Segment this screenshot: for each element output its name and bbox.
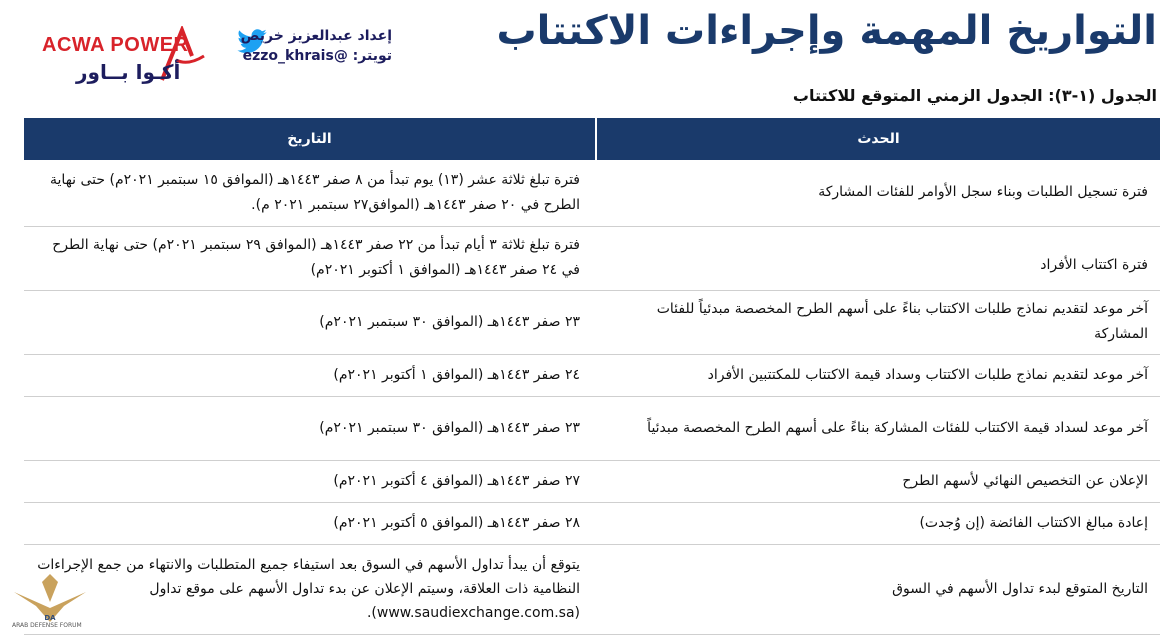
author-name: إعداد عبدالعزيز خريص <box>240 28 392 44</box>
watermark-text: ARAB DEFENSE FORUM <box>12 622 82 629</box>
date-cell: ٢٣ صفر ١٤٤٣هـ (الموافق ٣٠ سبتمبر ٢٠٢١م) <box>24 396 596 460</box>
event-cell: آخر موعد لتقديم نماذج طلبات الاكتتاب وسداد قيمة الاكتتاب للمكتتبين الأفراد <box>596 354 1160 396</box>
date-cell: ٢٨ صفر ١٤٤٣هـ (الموافق ٥ أكتوبر ٢٠٢١م) <box>24 502 596 544</box>
date-cell: ٢٤ صفر ١٤٤٣هـ (الموافق ١ أكتوبر ٢٠٢١م) <box>24 354 596 396</box>
date-cell: فترة تبلغ ثلاثة ٣ أيام تبدأ من ٢٢ صفر ١٤٤٣هـ (الموافق ٢٩ سبتمبر ٢٠٢١م) حتى نهاية الطرح في ٢٤ صفر ١٤٤٣هـ (الموافق ١ أكتوبر ٢٠٢١م) <box>24 226 596 290</box>
event-cell: الإعلان عن التخصيص النهائي لأسهم الطرح <box>596 460 1160 502</box>
header-date: التاريخ <box>24 118 596 160</box>
date-cell: ٢٧ صفر ١٤٤٣هـ (الموافق ٤ أكتوبر ٢٠٢١م) <box>24 460 596 502</box>
offering-timetable <box>24 118 1160 635</box>
table-row <box>24 290 1160 354</box>
author-credit <box>240 28 392 64</box>
date-cell: يتوقع أن يبدأ تداول الأسهم في السوق بعد استيفاء جميع المتطلبات والانتهاء من جمع الإجراءات النظامية ذات العلاقة، وسيتم الإعلان عن بدء تداول الأسهم على موقع تداول (www.saudiexchange.com.sa). <box>24 544 596 634</box>
table-row <box>24 226 1160 290</box>
table-row <box>24 354 1160 396</box>
logo-english-text: ACWA POWER <box>42 34 189 56</box>
event-cell: التاريخ المتوقع لبدء تداول الأسهم في السوق <box>596 544 1160 634</box>
event-cell: إعادة مبالغ الاكتتاب الفائضة (إن وُجدت) <box>596 502 1160 544</box>
date-cell: ٢٣ صفر ١٤٤٣هـ (الموافق ٣٠ سبتمبر ٢٠٢١م) <box>24 290 596 354</box>
table-row <box>24 396 1160 460</box>
date-cell: فترة تبلغ ثلاثة عشر (١٣) يوم تبدأ من ٨ صفر ١٤٤٣هـ (الموافق ١٥ سبتمبر ٢٠٢١م) حتى نهاية الطرح في ٢٠ صفر ١٤٤٣هـ (الموافق٢٧ سبتمبر ٢٠٢١ م). <box>24 160 596 226</box>
event-cell: فترة تسجيل الطلبات وبناء سجل الأوامر للفئات المشاركة <box>596 160 1160 226</box>
event-cell: آخر موعد لسداد قيمة الاكتتاب للفئات المشاركة بناءً على أسهم الطرح المخصصة مبدئياً <box>596 396 1160 460</box>
header-event: الحدث <box>596 118 1160 160</box>
table-caption: الجدول (١-٣): الجدول الزمني المتوقع للاكتتاب <box>792 86 1157 105</box>
table-row <box>24 160 1160 226</box>
event-cell: آخر موعد لتقديم نماذج طلبات الاكتتاب بناءً على أسهم الطرح المخصصة مبدئياً للفئات المشاركة <box>596 290 1160 354</box>
forum-watermark-logo <box>12 572 88 640</box>
table-header-row <box>24 118 1160 160</box>
acwa-power-logo <box>42 24 212 90</box>
page-title: التواريخ المهمة وإجراءات الاكتتاب <box>496 8 1157 54</box>
table-row <box>24 544 1160 634</box>
svg-text:DA: DA <box>44 614 56 622</box>
event-cell: فترة اكتتاب الأفراد <box>596 226 1160 290</box>
table-row <box>24 460 1160 502</box>
table-row <box>24 502 1160 544</box>
author-twitter-handle: تويتر: @ezzo_khrais <box>242 48 392 64</box>
logo-arabic-text: أكـوا بــاور <box>76 60 181 84</box>
